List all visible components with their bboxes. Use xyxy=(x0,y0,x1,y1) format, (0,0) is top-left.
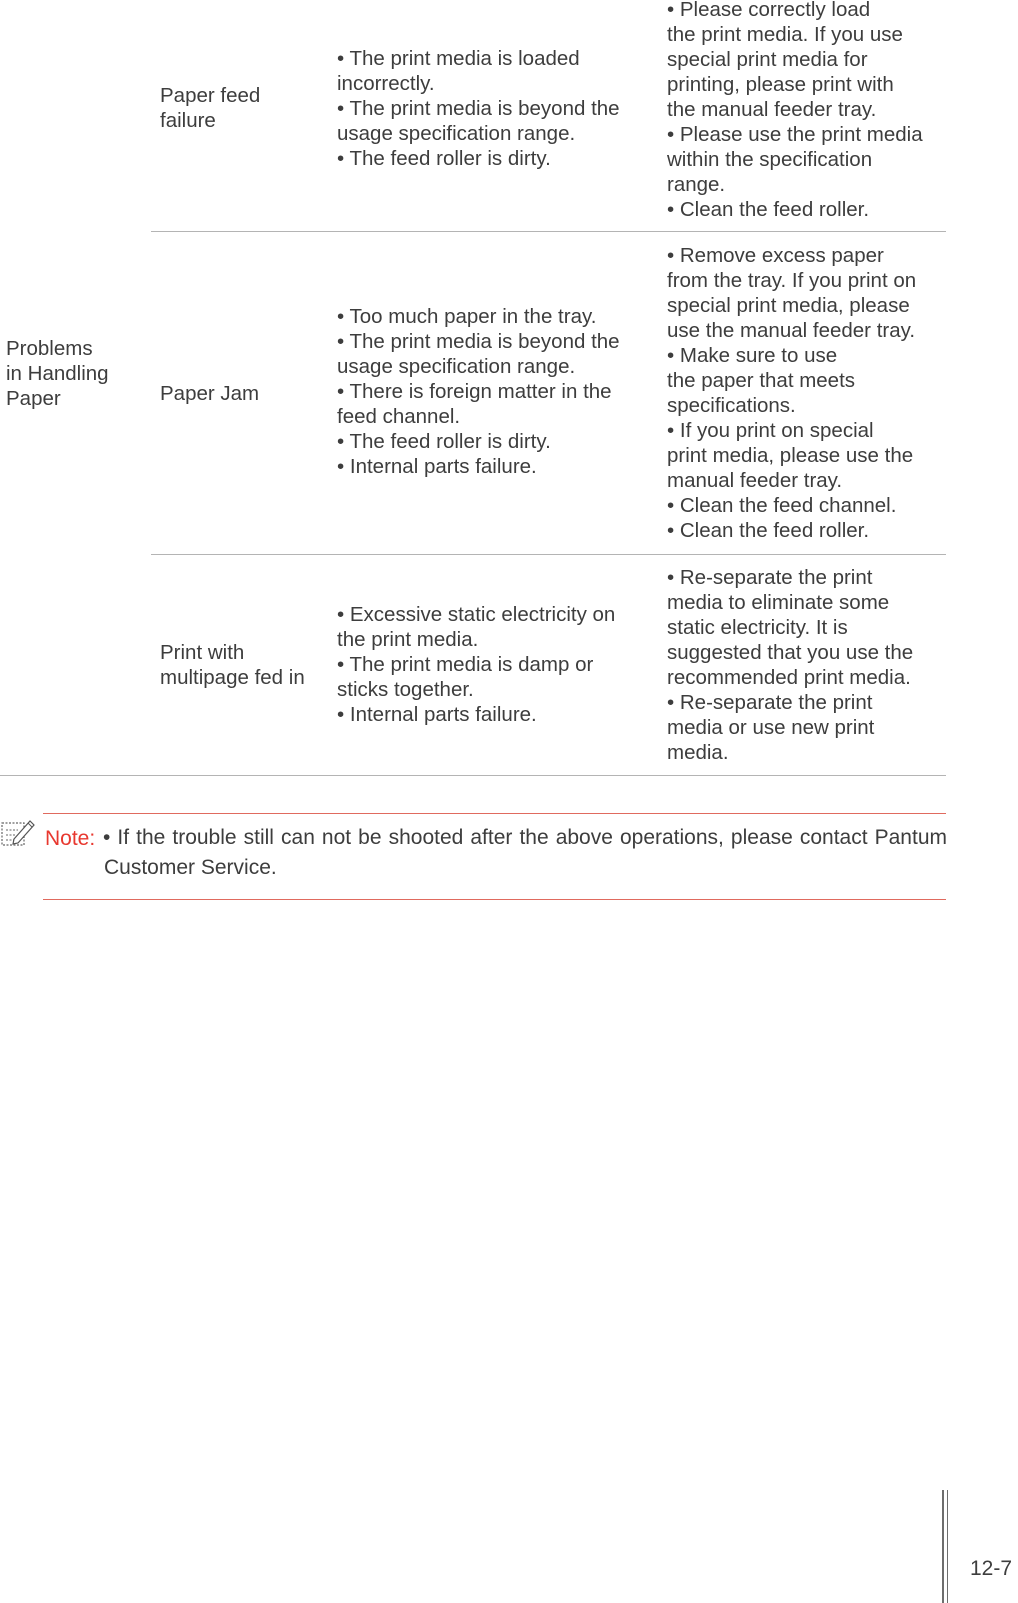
problem-cell-multipage xyxy=(160,640,305,690)
solution-line: suggested that you use the xyxy=(667,641,914,664)
solution-line: the manual feeder tray. xyxy=(667,98,877,121)
solution-line: print media, please use the xyxy=(667,444,914,467)
solution-cell-multipage xyxy=(667,565,913,765)
solution-line: manual feeder tray. xyxy=(667,469,843,492)
cause-line: sticks together. xyxy=(337,678,474,701)
solution-line: • Make sure to use xyxy=(667,344,838,367)
row-divider xyxy=(151,231,946,232)
note-top-rule xyxy=(43,813,946,814)
table-bottom-border xyxy=(0,775,946,776)
solution-line: • Clean the feed roller. xyxy=(667,519,870,542)
problem-line: Paper Jam xyxy=(160,382,260,405)
solution-cell-paper-feed xyxy=(667,0,923,222)
solution-line: recommended print media. xyxy=(667,666,911,689)
cause-line: usage specification range. xyxy=(337,122,576,145)
solution-line: • Please correctly load xyxy=(667,0,871,21)
solution-line: • Clean the feed channel. xyxy=(667,494,897,517)
cause-cell-paper-feed xyxy=(337,46,620,171)
category-cell xyxy=(6,336,109,411)
solution-cell-paper-jam xyxy=(667,243,916,543)
solution-line: range. xyxy=(667,173,726,196)
solution-line: within the specification xyxy=(667,148,873,171)
cause-line: the print media. xyxy=(337,628,479,651)
solution-line: media to eliminate some xyxy=(667,591,890,614)
cause-line: • Excessive static electricity on xyxy=(337,603,616,626)
solution-line: • Re-separate the print xyxy=(667,691,873,714)
page-margin-bar xyxy=(942,1490,944,1603)
note-text: • If the trouble still can not be shooted after the above operations, please contact Pantum Customer Service. xyxy=(103,826,947,879)
cause-line: • The feed roller is dirty. xyxy=(337,147,551,170)
solution-line: media. xyxy=(667,741,729,764)
problem-line: Paper feed xyxy=(160,84,261,107)
category-line: Problems xyxy=(6,337,93,360)
row-divider xyxy=(151,554,946,555)
solution-line: static electricity. It is xyxy=(667,616,848,639)
problem-line: multipage fed in xyxy=(160,666,305,689)
cause-line: • Too much paper in the tray. xyxy=(337,305,597,328)
cause-line: • The print media is beyond the xyxy=(337,97,620,120)
cause-line: • Internal parts failure. xyxy=(337,455,537,478)
solution-line: the paper that meets xyxy=(667,369,856,392)
cause-line: • There is foreign matter in the xyxy=(337,380,612,403)
category-line: in Handling xyxy=(6,362,109,385)
solution-line: the print media. If you use xyxy=(667,23,903,46)
solution-line: • Re-separate the print xyxy=(667,566,873,589)
solution-line: specifications. xyxy=(667,394,796,417)
note-label: Note: xyxy=(45,827,96,850)
cause-line: • Internal parts failure. xyxy=(337,703,537,726)
cause-cell-paper-jam xyxy=(337,304,620,479)
cause-line: • The print media is loaded xyxy=(337,47,580,70)
cause-line: incorrectly. xyxy=(337,72,435,95)
page-margin-bar xyxy=(947,1490,948,1603)
cause-line: • The feed roller is dirty. xyxy=(337,430,551,453)
solution-line: • Please use the print media xyxy=(667,123,923,146)
solution-line: media or use new print xyxy=(667,716,875,739)
cause-line: feed channel. xyxy=(337,405,461,428)
note-pencil-icon xyxy=(0,815,36,851)
solution-line: special print media for xyxy=(667,48,868,71)
note-bottom-rule xyxy=(43,899,946,900)
solution-line: • If you print on special xyxy=(667,419,874,442)
problem-cell-paper-feed xyxy=(160,83,260,133)
cause-line: • The print media is beyond the xyxy=(337,330,620,353)
cause-line: • The print media is damp or xyxy=(337,653,594,676)
cause-line: usage specification range. xyxy=(337,355,576,378)
solution-line: special print media, please xyxy=(667,294,910,317)
category-line: Paper xyxy=(6,387,61,410)
solution-line: use the manual feeder tray. xyxy=(667,319,916,342)
solution-line: from the tray. If you print on xyxy=(667,269,917,292)
cause-cell-multipage xyxy=(337,602,615,727)
solution-line: printing, please print with xyxy=(667,73,894,96)
solution-line: • Clean the feed roller. xyxy=(667,198,870,221)
problem-line: failure xyxy=(160,109,216,132)
solution-line: • Remove excess paper xyxy=(667,244,884,267)
page-number: 12-7 xyxy=(970,1557,1013,1580)
problem-line: Print with xyxy=(160,641,245,664)
problem-cell-paper-jam xyxy=(160,381,259,406)
